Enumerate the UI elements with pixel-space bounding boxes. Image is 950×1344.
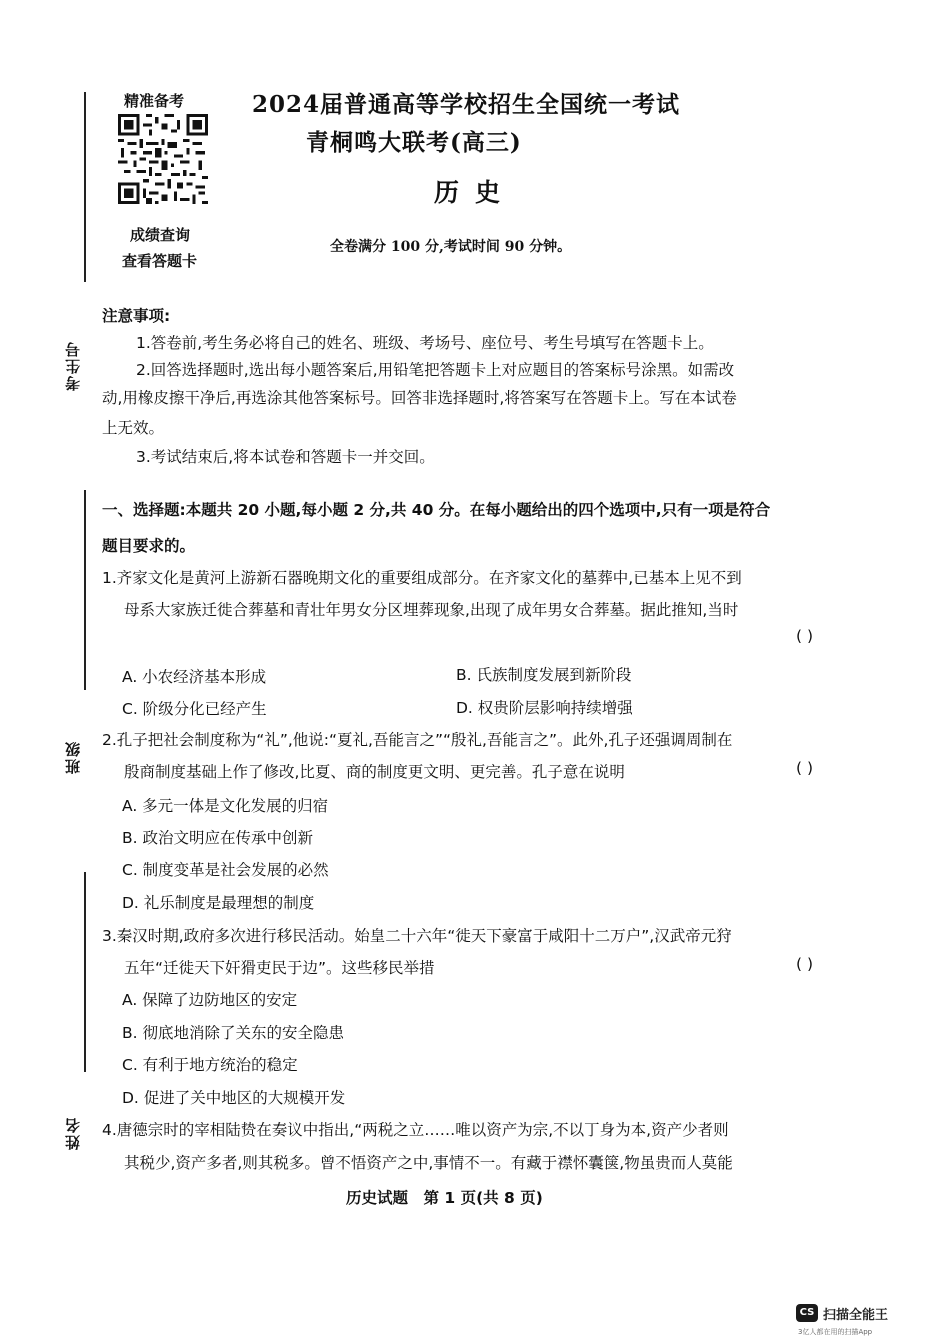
question-text: 殷商制度基础上作了修改,比夏、商的制度更文明、更完善。孔子意在说明 <box>124 763 625 781</box>
question-text: 2.孔子把社会制度称为“礼”,他说:“夏礼,吾能言之”“殷礼,吾能言之”。此外,孔子还强调周制在 <box>102 731 733 749</box>
exam-subtitle: 青桐鸣大联考(高三) <box>306 129 522 156</box>
option-b: B. 彻底地消除了关东的安全隐患 <box>122 1024 344 1042</box>
answer-blank: ( ) <box>796 627 814 645</box>
qr-title: 精准备考 <box>124 92 185 110</box>
option-a: A. 小农经济基本形成 <box>122 668 267 686</box>
option-d: D. 权贵阶层影响持续增强 <box>456 699 633 717</box>
notice-item: 1.答卷前,考生务必将自己的姓名、班级、考场号、座位号、考生号填写在答题卡上。 <box>136 334 714 352</box>
answer-blank: ( ) <box>796 759 814 777</box>
class-label: 班级 <box>64 740 82 774</box>
page-footer: 历史试题 第 1 页(共 8 页) <box>346 1189 543 1207</box>
option-d: D. 礼乐制度是最理想的制度 <box>122 894 315 912</box>
subject-title: 历史 <box>434 178 517 207</box>
notice-item: 上无效。 <box>102 419 165 437</box>
qr-caption-score: 成绩查询 <box>130 226 191 244</box>
option-c: C. 有利于地方统治的稳定 <box>122 1056 298 1074</box>
name-label: 姓名 <box>64 1116 82 1150</box>
camscanner-logo-icon: CS <box>796 1304 818 1322</box>
option-c: C. 阶级分化已经产生 <box>122 700 267 718</box>
watermark-name: 扫描全能王 <box>823 1308 889 1323</box>
option-a: A. 多元一体是文化发展的归宿 <box>122 797 329 815</box>
binding-line <box>84 92 86 282</box>
score-info: 全卷满分 100 分,考试时间 90 分钟。 <box>330 239 572 255</box>
notice-item: 3.考试结束后,将本试卷和答题卡一并交回。 <box>136 448 435 466</box>
question-text: 五年“迁徙天下奸猾吏民于边”。这些移民举措 <box>124 959 435 977</box>
option-a: A. 保障了边防地区的安定 <box>122 991 298 1009</box>
question-text: 1.齐家文化是黄河上游新石器晚期文化的重要组成部分。在齐家文化的墓葬中,已基本上见不到 <box>102 569 742 587</box>
notice-item: 动,用橡皮擦干净后,再选涂其他答案标号。回答非选择题时,将答案写在答题卡上。写在本试卷 <box>102 389 737 407</box>
question-text: 3.秦汉时期,政府多次进行移民活动。始皇二十六年“徙天下豪富于咸阳十二万户”,汉武帝元狩 <box>102 927 732 945</box>
qr-code <box>118 114 208 204</box>
option-b: B. 政治文明应在传承中创新 <box>122 829 313 847</box>
option-b: B. 氏族制度发展到新阶段 <box>456 666 632 684</box>
notice-item: 2.回答选择题时,选出每小题答案后,用铅笔把答题卡上对应题目的答案标号涂黑。如需改 <box>136 361 735 379</box>
notice-heading: 注意事项: <box>102 307 171 325</box>
option-d: D. 促进了关中地区的大规模开发 <box>122 1089 346 1107</box>
binding-line <box>84 490 86 690</box>
watermark-subtitle: 3亿人都在用的扫描App <box>798 1328 873 1336</box>
question-text: 4.唐德宗时的宰相陆贽在奏议中指出,“两税之立……唯以资产为宗,不以丁身为本,资产少者则 <box>102 1121 729 1139</box>
question-text: 母系大家族迁徙合葬墓和青壮年男女分区埋葬现象,出现了成年男女合葬墓。据此推知,当时 <box>124 601 739 619</box>
exam-number-label: 考生号 <box>64 340 82 391</box>
section-heading: 一、选择题:本题共 20 小题,每小题 2 分,共 40 分。在每小题给出的四个选项中,只有一项是符合 <box>102 501 771 519</box>
answer-blank: ( ) <box>796 955 814 973</box>
option-c: C. 制度变革是社会发展的必然 <box>122 861 329 879</box>
qr-caption-answer-sheet: 查看答题卡 <box>122 252 198 270</box>
section-heading: 题目要求的。 <box>102 537 196 555</box>
binding-line <box>84 872 86 1072</box>
exam-title: 2024届普通高等学校招生全国统一考试 <box>252 91 681 118</box>
question-text: 其税少,资产多者,则其税多。曾不悟资产之中,事情不一。有藏于襟怀囊箧,物虽贵而人莫能 <box>124 1154 733 1172</box>
